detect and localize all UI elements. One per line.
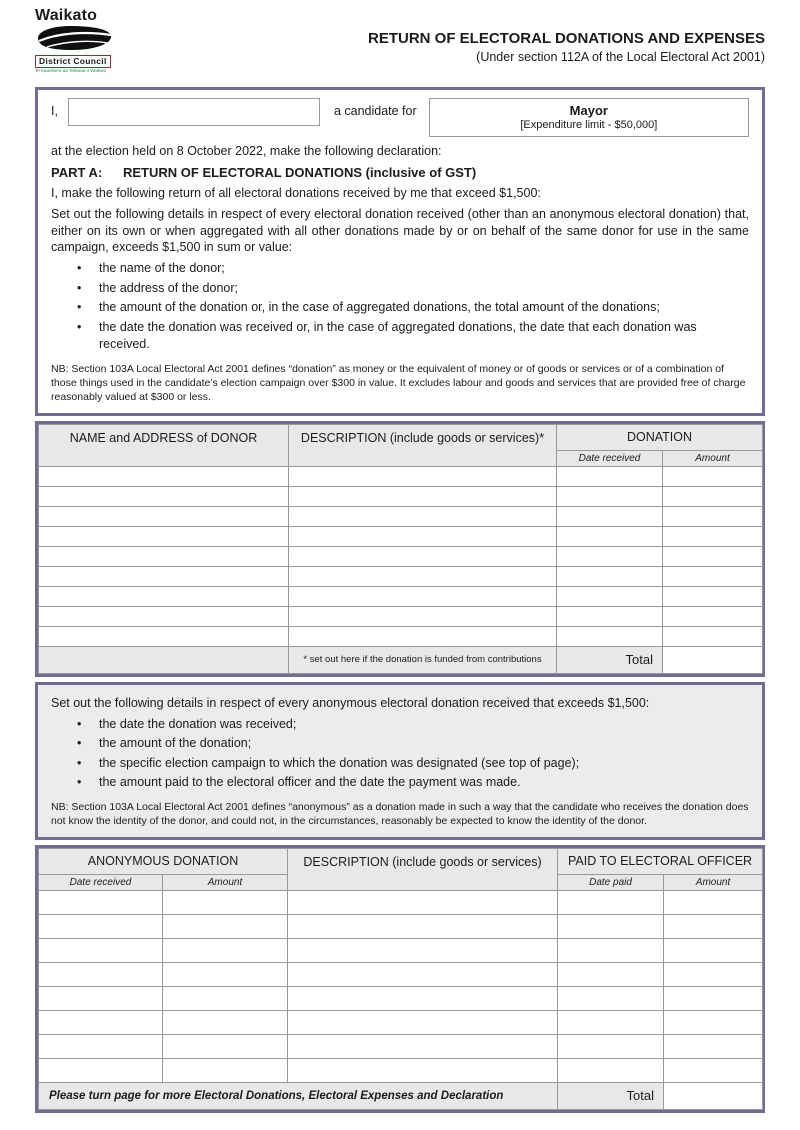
fill-in-cell[interactable]	[664, 914, 763, 938]
fill-in-cell[interactable]	[557, 546, 663, 566]
expenditure-limit: [Expenditure limit - $50,000]	[520, 119, 658, 131]
col-header-date-received: Date received	[557, 450, 663, 466]
form-subtitle: (Under section 112A of the Local Electoral Act 2001)	[476, 50, 765, 64]
logo-district-council: District Council	[35, 55, 111, 68]
fill-in-cell[interactable]	[557, 526, 663, 546]
fill-in-cell[interactable]	[664, 1010, 763, 1034]
fill-in-cell[interactable]	[39, 486, 289, 506]
fill-in-cell[interactable]	[39, 1010, 163, 1034]
col-header-description: DESCRIPTION (include goods or services)*	[289, 424, 557, 466]
logo-tagline: Te Kaunihera aa Takiwaa o Waikato	[35, 68, 107, 73]
fill-in-cell[interactable]	[289, 546, 557, 566]
fill-in-cell[interactable]	[289, 606, 557, 626]
total-label-2: Total	[558, 1082, 664, 1109]
fill-in-cell[interactable]	[558, 962, 664, 986]
candidate-name-input[interactable]	[68, 98, 320, 126]
fill-in-cell[interactable]	[663, 466, 763, 486]
donation-detail-bullets	[51, 260, 749, 354]
fill-in-cell[interactable]	[558, 1034, 664, 1058]
election-line: at the election held on 8 October 2022, make the following declaration:	[51, 144, 442, 158]
page-header	[35, 8, 765, 82]
fill-in-cell[interactable]	[39, 526, 289, 546]
form-title: RETURN OF ELECTORAL DONATIONS AND EXPENSES	[368, 30, 765, 47]
anonymous-detail-bullets	[51, 716, 749, 792]
donations-table-section	[35, 421, 765, 677]
empty-table-row	[39, 986, 763, 1010]
fill-in-cell[interactable]	[39, 962, 163, 986]
empty-table-row	[39, 1058, 763, 1082]
empty-table-row	[39, 1034, 763, 1058]
footer-empty-cell	[39, 646, 289, 673]
fill-in-cell[interactable]	[39, 606, 289, 626]
col-header-date-paid: Date paid	[558, 874, 664, 890]
total-label: Total	[557, 646, 663, 673]
part-a-label: PART A:	[51, 164, 103, 180]
bullet-item: • the amount of the donation;	[77, 735, 749, 753]
fill-in-cell[interactable]	[289, 466, 557, 486]
empty-table-row	[39, 626, 763, 646]
col-header-paid-to-officer: PAID TO ELECTORAL OFFICER	[558, 848, 763, 874]
empty-table-row	[39, 466, 763, 486]
fill-in-cell[interactable]	[163, 938, 288, 962]
empty-table-row	[39, 526, 763, 546]
logo-wordmark: Waikato	[35, 7, 98, 24]
details-paragraph: Set out the following details in respect of every electoral donation received (other than an anonymous electoral donation) that, either on its own or when aggregated with all other donations made by or on behalf of the same donor for use in the same campaign, exceeds $1,500 in sum or value:	[51, 206, 749, 255]
fill-in-cell[interactable]	[558, 986, 664, 1010]
fill-in-cell[interactable]	[39, 506, 289, 526]
title-block	[368, 8, 765, 64]
fill-in-cell[interactable]	[39, 1034, 163, 1058]
fill-in-cell[interactable]	[289, 586, 557, 606]
fill-in-cell[interactable]	[163, 1034, 288, 1058]
fill-in-cell[interactable]	[288, 914, 558, 938]
fill-in-cell[interactable]	[664, 1034, 763, 1058]
total-amount-cell[interactable]	[663, 646, 763, 673]
bullet-item: • the amount of the donation or, in the case of aggregated donations, the total amount of the donations;	[77, 299, 749, 317]
position-name: Mayor	[569, 103, 608, 118]
fill-in-cell[interactable]	[558, 1058, 664, 1082]
empty-table-row	[39, 962, 763, 986]
fill-in-cell[interactable]	[663, 546, 763, 566]
bullet-item: • the specific election campaign to which the donation was designated (see top of page);	[77, 755, 749, 773]
fill-in-cell[interactable]	[39, 986, 163, 1010]
empty-table-row	[39, 606, 763, 626]
candidate-row	[51, 98, 749, 137]
col-header-date-received-2: Date received	[39, 874, 163, 890]
empty-table-row	[39, 546, 763, 566]
nb-note-anonymous: NB: Section 103A Local Electoral Act 2001 defines “anonymous” as a donation made in such a way that the candidate who receives the donation does not know the identity of the donor, and could not, in the circumstances, reasonably be expected to know the identity of the donor.	[51, 800, 749, 827]
fill-in-cell[interactable]	[664, 938, 763, 962]
fill-in-cell[interactable]	[163, 962, 288, 986]
fill-in-cell[interactable]	[163, 1010, 288, 1034]
fill-in-cell[interactable]	[289, 506, 557, 526]
anonymous-table-body	[39, 890, 763, 1082]
col-header-amount-2: Amount	[163, 874, 288, 890]
anonymous-donations-table	[38, 848, 763, 1110]
part-a-title: RETURN OF ELECTORAL DONATIONS (inclusive of GST)	[123, 164, 477, 180]
fill-in-cell[interactable]	[557, 466, 663, 486]
fill-in-cell[interactable]	[557, 506, 663, 526]
empty-table-row	[39, 890, 763, 914]
fill-in-cell[interactable]	[39, 1058, 163, 1082]
col-header-donor: NAME and ADDRESS of DONOR	[39, 424, 289, 466]
fill-in-cell[interactable]	[664, 962, 763, 986]
fill-in-cell[interactable]	[558, 890, 664, 914]
fill-in-cell[interactable]	[289, 526, 557, 546]
position-box[interactable]	[429, 98, 749, 137]
fill-in-cell[interactable]	[163, 914, 288, 938]
bullet-item: • the date the donation was received;	[77, 716, 749, 734]
bullet-item: • the date the donation was received or, in the case of aggregated donations, the date that each donation was received.	[77, 319, 749, 354]
fill-in-cell[interactable]	[39, 626, 289, 646]
fill-in-cell[interactable]	[288, 1010, 558, 1034]
col-header-description-2: DESCRIPTION (include goods or services)	[288, 848, 558, 890]
fill-in-cell[interactable]	[39, 566, 289, 586]
anonymous-table-footer	[39, 1082, 763, 1109]
declaration-section	[35, 87, 765, 416]
fill-in-cell[interactable]	[557, 566, 663, 586]
anonymous-table-section	[35, 845, 765, 1113]
bullet-item: • the address of the donor;	[77, 280, 749, 298]
fill-in-cell[interactable]	[557, 606, 663, 626]
candidate-for-label: a candidate for	[333, 104, 417, 118]
fill-in-cell[interactable]	[289, 486, 557, 506]
fill-in-cell[interactable]	[39, 466, 289, 486]
fill-in-cell[interactable]	[289, 626, 557, 646]
fill-in-cell[interactable]	[288, 1034, 558, 1058]
logo-swoosh-icon	[35, 25, 113, 51]
empty-table-row	[39, 1010, 763, 1034]
nb-note-donation: NB: Section 103A Local Electoral Act 2001 defines “donation” as money or the equivalent of money or of goods or services or of a combination of those things used in the candidate’s election campaign over $300 in value. It excludes labour and goods and services that are provided free of charge reasonably valued at $300 or less.	[51, 362, 746, 403]
fill-in-cell[interactable]	[663, 506, 763, 526]
col-header-amount: Amount	[663, 450, 763, 466]
fill-in-cell[interactable]	[163, 1058, 288, 1082]
fill-in-cell[interactable]	[288, 962, 558, 986]
total-amount-cell-2[interactable]	[664, 1082, 763, 1109]
fill-in-cell[interactable]	[39, 938, 163, 962]
fill-in-cell[interactable]	[163, 986, 288, 1010]
fill-in-cell[interactable]	[664, 986, 763, 1010]
fill-in-cell[interactable]	[663, 586, 763, 606]
fill-in-cell[interactable]	[557, 626, 663, 646]
bullet-item: • the amount paid to the electoral officer and the date the payment was made.	[77, 774, 749, 792]
empty-table-row	[39, 914, 763, 938]
fill-in-cell[interactable]	[163, 890, 288, 914]
fill-in-cell[interactable]	[288, 1058, 558, 1082]
empty-table-row	[39, 506, 763, 526]
fill-in-cell[interactable]	[39, 586, 289, 606]
fill-in-cell[interactable]	[39, 546, 289, 566]
empty-table-row	[39, 566, 763, 586]
col-header-anonymous-donation: ANONYMOUS DONATION	[39, 848, 288, 874]
fill-in-cell[interactable]	[39, 914, 163, 938]
fill-in-cell[interactable]	[663, 566, 763, 586]
bullet-item: • the name of the donor;	[77, 260, 749, 278]
empty-table-row	[39, 586, 763, 606]
fill-in-cell[interactable]	[288, 890, 558, 914]
fill-in-cell[interactable]	[558, 938, 664, 962]
fill-in-cell[interactable]	[558, 1010, 664, 1034]
anonymous-section	[35, 682, 765, 840]
fill-in-cell[interactable]	[289, 566, 557, 586]
part-a-heading	[51, 164, 749, 181]
col-header-amount-paid: Amount	[664, 874, 763, 890]
fill-in-cell[interactable]	[663, 606, 763, 626]
donations-table-footer	[39, 646, 763, 673]
fill-in-cell[interactable]	[663, 626, 763, 646]
anonymous-intro: Set out the following details in respect of every anonymous electoral donation received that exceeds $1,500:	[51, 695, 650, 710]
empty-table-row	[39, 938, 763, 962]
fill-in-cell[interactable]	[288, 938, 558, 962]
fill-in-cell[interactable]	[664, 1058, 763, 1082]
donations-table-body	[39, 466, 763, 646]
col-header-donation: DONATION	[557, 424, 763, 450]
empty-table-row	[39, 486, 763, 506]
fill-in-cell[interactable]	[558, 914, 664, 938]
fill-in-cell[interactable]	[663, 526, 763, 546]
fill-in-cell[interactable]	[39, 890, 163, 914]
fill-in-cell[interactable]	[557, 586, 663, 606]
turn-page-note: Please turn page for more Electoral Donations, Electoral Expenses and Declaration	[39, 1082, 558, 1109]
i-label: I,	[51, 104, 58, 118]
fill-in-cell[interactable]	[663, 486, 763, 506]
waikato-logo	[35, 8, 135, 74]
return-intro-line: I, make the following return of all electoral donations received by me that exceed $1,500:	[51, 186, 541, 201]
donations-table	[38, 424, 763, 674]
contributions-footnote: * set out here if the donation is funded from contributions	[289, 646, 557, 673]
fill-in-cell[interactable]	[557, 486, 663, 506]
fill-in-cell[interactable]	[288, 986, 558, 1010]
fill-in-cell[interactable]	[664, 890, 763, 914]
